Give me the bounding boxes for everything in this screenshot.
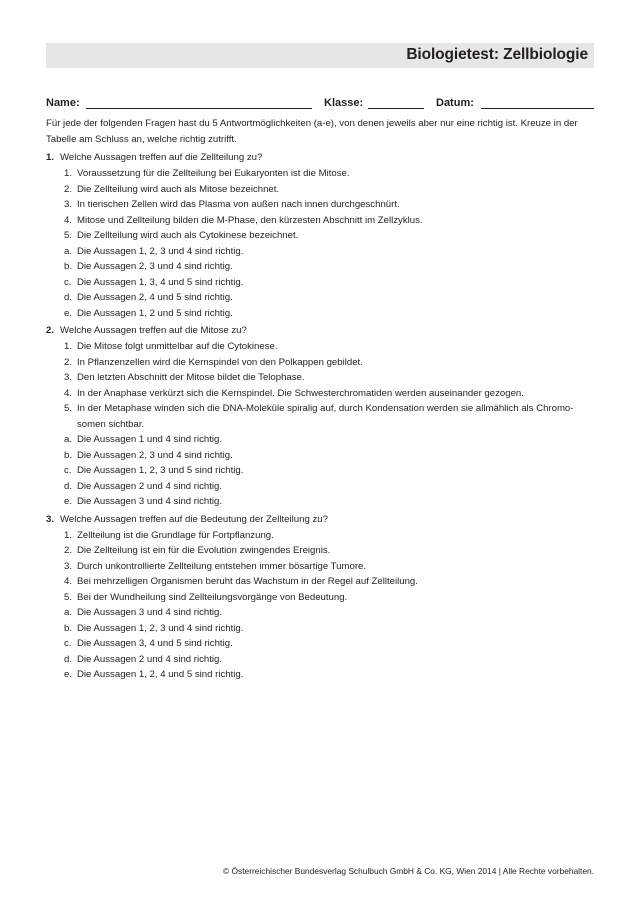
class-field[interactable] <box>368 108 424 109</box>
statement: 4. In der Anaphase verkürzt sich die Kernspindel. Die Schwesterchromatiden werden auseinander gezogen. <box>64 387 524 399</box>
statement: 4. Mitose und Zellteilung bilden die M-Phase, den kürzesten Abschnitt im Zellzyklus. <box>64 214 423 226</box>
question-3 <box>46 512 594 683</box>
answer-option: e. Die Aussagen 3 und 4 sind richtig. <box>64 496 223 507</box>
answer-option: a. Die Aussagen 1, 2, 3 und 4 sind richtig. <box>64 245 244 257</box>
statement: 2. Die Zellteilung ist ein für die Evolution zwingendes Ereignis. <box>64 545 331 556</box>
question-text: Welche Aussagen treffen auf die Zellteilung zu? <box>60 152 263 163</box>
statement: 5. Bei der Wundheilung sind Zellteilungsvorgänge von Bedeutung. <box>64 591 348 603</box>
statement: 1. Zellteilung ist die Grundlage für Fortpflanzung. <box>64 529 274 541</box>
answer-option: d. Die Aussagen 2 und 4 sind richtig. <box>64 653 223 665</box>
question-number: 2. <box>46 325 55 336</box>
statement: 2. Die Zellteilung wird auch als Mitose bezeichnet. <box>64 183 280 195</box>
answer-option: e. Die Aussagen 1, 2 und 5 sind richtig. <box>64 307 233 319</box>
statement: 5. In der Metaphase winden sich die DNA-Moleküle spiralig auf, durch Kondensation werden sie allmählich als Chromo-somen sichtbar. <box>64 403 574 430</box>
page-title: Biologietest: Zellbiologie <box>406 46 588 63</box>
question-2 <box>46 323 594 510</box>
statement: 3. In tierischen Zellen wird das Plasma von außen nach innen durchgeschnürt. <box>64 199 400 210</box>
date-field[interactable] <box>481 108 594 109</box>
answer-option: d. Die Aussagen 2, 4 und 5 sind richtig. <box>64 292 233 303</box>
answer-option: b. Die Aussagen 1, 2, 3 und 4 sind richtig. <box>64 622 244 634</box>
answer-option: a. Die Aussagen 3 und 4 sind richtig. <box>64 607 223 618</box>
answer-option: c. Die Aussagen 1, 3, 4 und 5 sind richtig. <box>64 276 244 288</box>
student-fields <box>46 95 594 113</box>
question-text: Welche Aussagen treffen auf die Mitose zu? <box>60 325 247 336</box>
date-label: Datum: <box>436 97 474 109</box>
question-number: 3. <box>46 513 55 525</box>
question-number: 1. <box>46 152 55 163</box>
answer-option: c. Die Aussagen 3, 4 und 5 sind richtig. <box>64 638 233 649</box>
title-bar <box>46 43 594 68</box>
answer-option: a. Die Aussagen 1 und 4 sind richtig. <box>64 434 223 445</box>
copyright-footer: © Österreichischer Bundesverlag Schulbuch GmbH & Co. KG, Wien 2014 | Alle Rechte vorbehalten. <box>223 866 594 876</box>
statement: 2. In Pflanzenzellen wird die Kernspindel von den Polkappen gebildet. <box>64 356 363 368</box>
answer-option: e. Die Aussagen 1, 2, 4 und 5 sind richtig. <box>64 669 244 680</box>
statement: 1. Die Mitose folgt unmittelbar auf die Cytokinese. <box>64 341 278 352</box>
question-text: Welche Aussagen treffen auf die Bedeutung der Zellteilung zu? <box>60 513 328 525</box>
name-field[interactable] <box>86 108 312 109</box>
class-label: Klasse: <box>324 97 364 109</box>
answer-option: c. Die Aussagen 1, 2, 3 und 5 sind richtig. <box>64 465 244 476</box>
instructions: Für jede der folgenden Fragen hast du 5 Antwortmöglichkeiten (a-e), von denen jeweils aber nur eine richtig ist. Kreuze in der Tabelle am Schluss an, welche richtig zutrifft. <box>46 118 578 145</box>
statement: 1. Voraussetzung für die Zellteilung bei Eukaryonten ist die Mitose. <box>64 168 350 179</box>
answer-option: b. Die Aussagen 2, 3 und 4 sind richtig. <box>64 449 233 461</box>
answer-option: b. Die Aussagen 2, 3 und 4 sind richtig. <box>64 261 233 272</box>
question-list <box>46 150 594 685</box>
statement: 5. Die Zellteilung wird auch als Cytokinese bezeichnet. <box>64 230 299 241</box>
statement: 3. Den letzten Abschnitt der Mitose bildet die Telophase. <box>64 372 305 383</box>
answer-option: d. Die Aussagen 2 und 4 sind richtig. <box>64 480 223 492</box>
statement: 3. Durch unkontrollierte Zellteilung entstehen immer bösartige Tumore. <box>64 560 367 572</box>
question-1 <box>46 150 594 321</box>
name-label: Name: <box>46 97 80 109</box>
statement: 4. Bei mehrzelligen Organismen beruht das Wachstum in der Regel auf Zellteilung. <box>64 576 418 587</box>
